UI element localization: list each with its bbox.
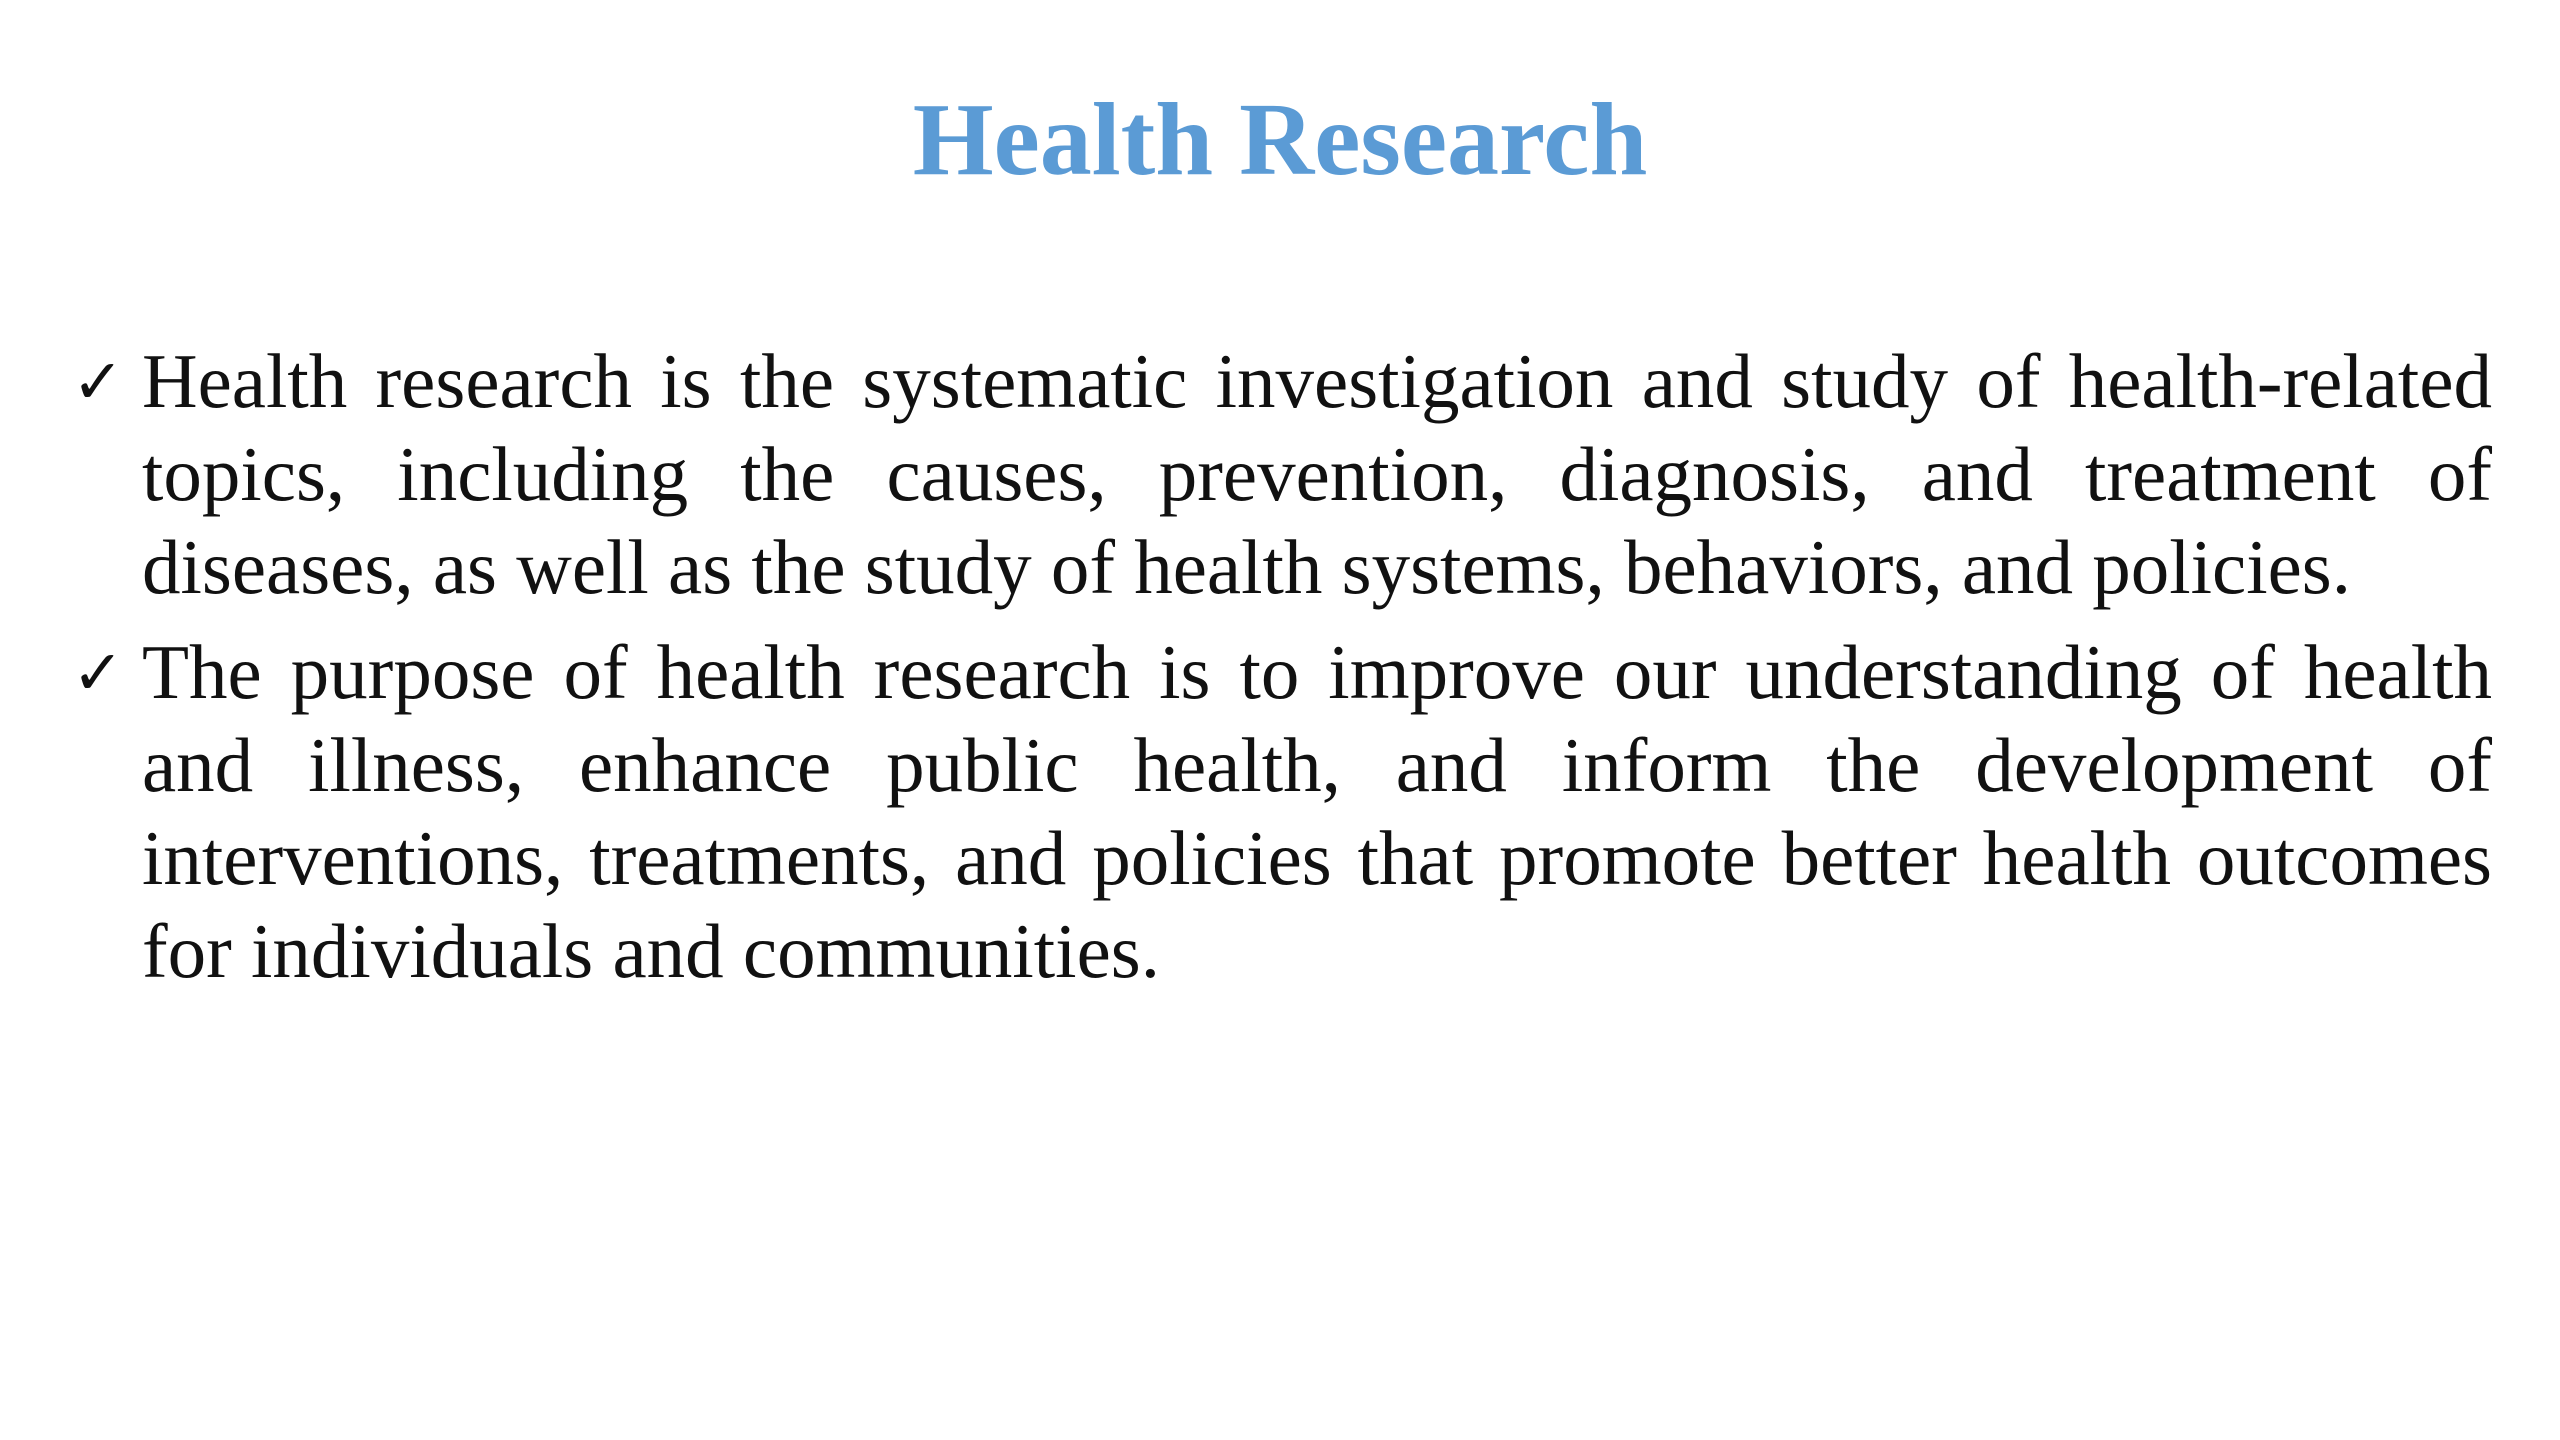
bullet-item — [72, 335, 2492, 614]
check-mark-icon: ✓ — [72, 636, 124, 709]
bullet-text: The purpose of health research is to improve our understanding of health and illness, enhance public health, and inform the development of interventions, treatments, and policies that promote better health outcomes for individuals and communities. — [142, 629, 2492, 994]
check-mark-icon: ✓ — [72, 345, 124, 418]
bullet-list — [72, 335, 2492, 1010]
slide-title: Health Research — [912, 82, 1648, 197]
bullet-text: Health research is the systematic investigation and study of health-related topics, including the causes, prevention, diagnosis, and treatment of diseases, as well as the study of health systems, behaviors, and policies. — [142, 338, 2492, 610]
bullet-item — [72, 626, 2492, 998]
